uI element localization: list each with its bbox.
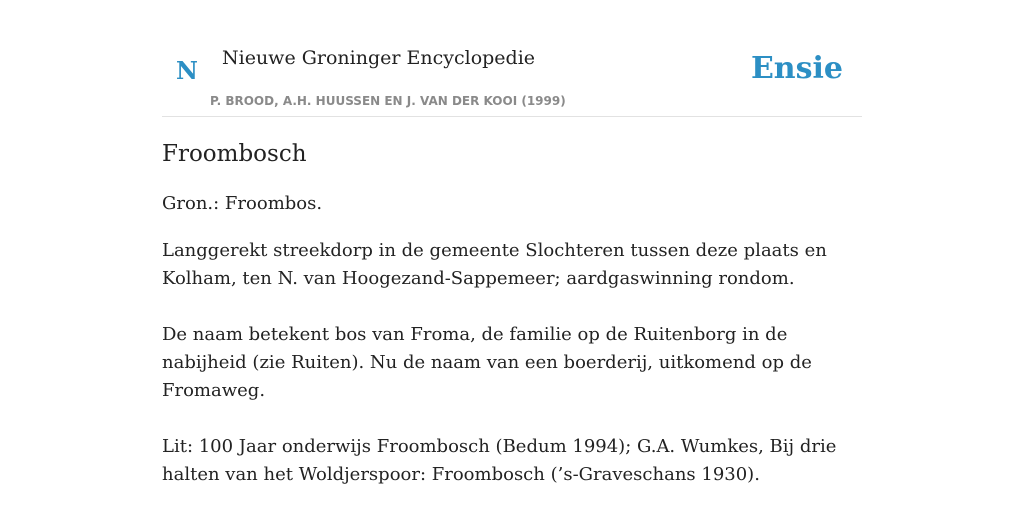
encyclopedia-authors: P. BROOD, A.H. HUUSSEN EN J. VAN DER KOOI (1999): [210, 94, 566, 108]
encyclopedia-title[interactable]: Nieuwe Groninger Encyclopedie: [222, 47, 536, 69]
encyclopedia-logo[interactable]: N: [176, 56, 198, 85]
entry-paragraph-description: Langgerekt streekdorp in de gemeente Slochteren tussen deze plaats en Kolham, ten N. van Hoogezand-Sappemeer; aardgaswinning rondom.: [162, 240, 827, 289]
encyclopedia-header: [162, 0, 862, 117]
entry-paragraph-etymology: De naam betekent bos van Froma, de familie op de Ruitenborg in de nabijheid (zie Ruiten). Nu de naam van een boerderij, uitkomend op de Fromaweg.: [162, 324, 812, 401]
entry-dialect-name: Gron.: Froombos.: [162, 193, 323, 214]
entry-content: [162, 138, 862, 489]
ensie-logo[interactable]: Ensie: [750, 51, 843, 86]
entry-title: Froombosch: [162, 141, 307, 167]
entry-paragraph-literature: Lit: 100 Jaar onderwijs Froombosch (Bedum 1994); G.A. Wumkes, Bij drie halten van het Woldjerspoor: Froombosch (’s-Graveschans 1930).: [162, 436, 837, 485]
